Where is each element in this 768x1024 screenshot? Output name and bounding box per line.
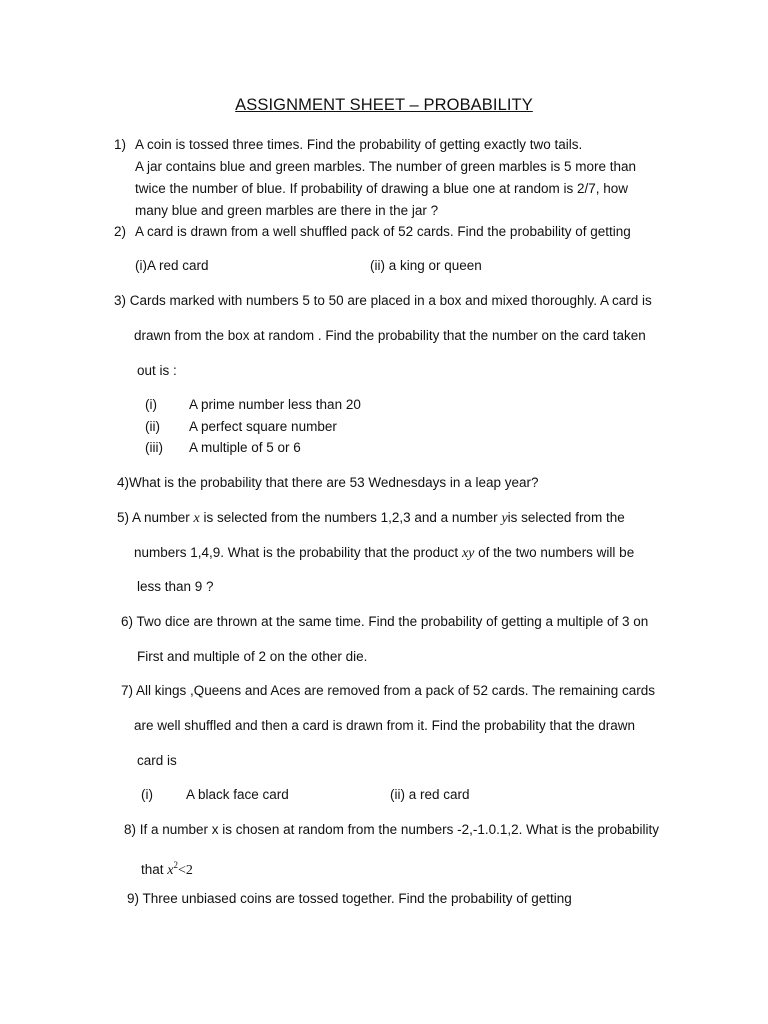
- q1-number: 1): [114, 137, 127, 152]
- q9-line1: 9) Three unbiased coins are tossed together. Find the probability of getting: [127, 891, 572, 906]
- q8-line2: [141, 857, 193, 879]
- q3-option-i: A prime number less than 20: [189, 397, 361, 412]
- q1-line3: twice the number of blue. If probability of drawing a blue one at random is 2/7, how: [135, 181, 629, 196]
- q3-option-iii: A multiple of 5 or 6: [189, 440, 301, 455]
- q3-option-num-ii: (ii): [145, 419, 160, 434]
- q8-inequality: <2: [178, 863, 193, 878]
- q4-line1: 4)What is the probability that there are 53 Wednesdays in a leap year?: [117, 475, 539, 490]
- q8-exponent: 2: [173, 860, 178, 870]
- page-title: ASSIGNMENT SHEET – PROBABILITY: [235, 96, 533, 114]
- q3-line2: drawn from the box at random . Find the probability that the number on the card taken: [134, 328, 646, 343]
- q5-line1: [117, 510, 625, 527]
- q5-var-y: y: [501, 511, 508, 526]
- q3-option-ii: A perfect square number: [189, 419, 337, 434]
- q2-line1: A card is drawn from a well shuffled pack of 52 cards. Find the probability of getting: [135, 224, 631, 239]
- q3-line3: out is :: [137, 363, 177, 378]
- q5-line3: less than 9 ?: [137, 579, 214, 594]
- q5-line1-a: 5) A number: [117, 510, 194, 525]
- q8-line2-a: that: [141, 862, 168, 877]
- q1-line1: A coin is tossed three times. Find the probability of getting exactly two tails.: [135, 137, 583, 152]
- q5-var-xy: xy: [461, 546, 475, 561]
- q6-line2: First and multiple of 2 on the other die.: [137, 649, 368, 664]
- q7-line3: card is: [137, 753, 177, 768]
- q3-line1: 3) Cards marked with numbers 5 to 50 are placed in a box and mixed thoroughly. A card is: [114, 293, 652, 308]
- q1-line2: A jar contains blue and green marbles. The number of green marbles is 5 more than: [135, 159, 637, 174]
- q8-var-x: x: [167, 863, 174, 878]
- q5-line2-a: numbers 1,4,9. What is the probability that the product: [134, 545, 462, 560]
- q5-line2-b: of the two numbers will be: [474, 545, 635, 560]
- q7-option-num-i: (i): [141, 787, 153, 802]
- q7-line1: 7) All kings ,Queens and Aces are removed from a pack of 52 cards. The remaining cards: [121, 683, 656, 698]
- q8-line1: 8) If a number x is chosen at random from the numbers -2,-1.0.1,2. What is the probability: [124, 822, 659, 837]
- q1-line4: many blue and green marbles are there in the jar ?: [135, 203, 439, 218]
- q5-var-x: x: [193, 511, 200, 526]
- q5-line1-b: is selected from the numbers 1,2,3 and a number: [199, 510, 502, 525]
- q2-option-i: (i)A red card: [135, 258, 209, 273]
- q2-number: 2): [114, 224, 127, 239]
- q5-line1-c: is selected from the: [507, 510, 625, 525]
- q3-option-num-i: (i): [145, 397, 157, 412]
- q7-option-ii: (ii) a red card: [390, 787, 470, 802]
- q6-line1: 6) Two dice are thrown at the same time. Find the probability of getting a multiple of 3 on: [121, 614, 649, 629]
- q3-option-num-iii: (iii): [145, 440, 163, 455]
- q7-line2: are well shuffled and then a card is drawn from it. Find the probability that the drawn: [134, 718, 636, 733]
- q7-option-i: A black face card: [186, 787, 289, 802]
- q5-line2: [134, 545, 634, 562]
- q2-option-ii: (ii) a king or queen: [370, 258, 482, 273]
